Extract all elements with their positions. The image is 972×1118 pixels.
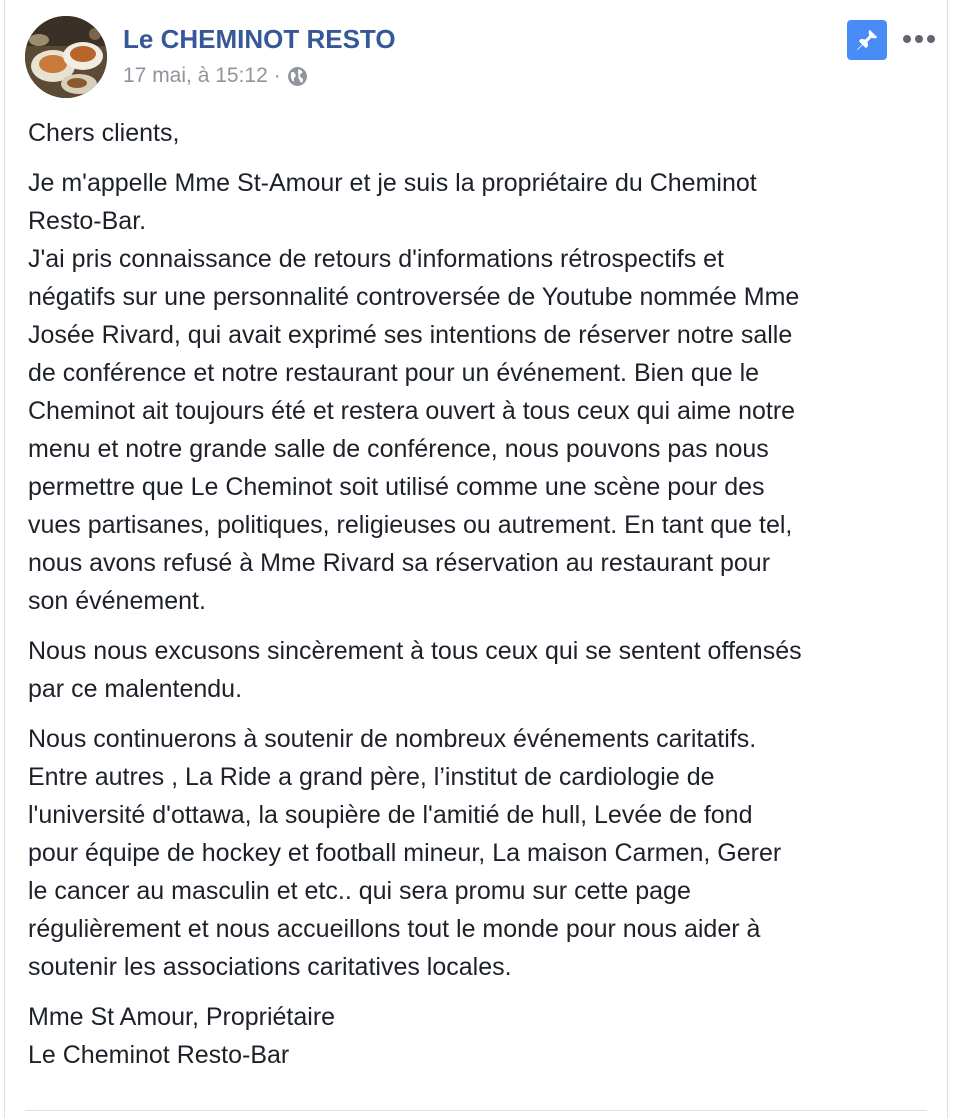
pin-button[interactable] (847, 20, 887, 60)
text-line: de conférence et notre restaurant pour un événement. Bien que le (28, 359, 760, 387)
post-meta (123, 64, 308, 88)
signature-line: Le Cheminot Resto-Bar (28, 1041, 290, 1069)
text-line: pour équipe de hockey et football mineur, La maison Carmen, Gerer (28, 839, 782, 867)
text-line: permettre que Le Cheminot soit utilisé comme une scène pour des (28, 473, 765, 501)
post-header (25, 16, 927, 100)
signature (28, 998, 933, 1074)
text-line: Nous nous excusons sincèrement à tous ceux qui se sentent offensés (28, 637, 802, 665)
post-timestamp[interactable]: 17 mai, à 15:12 (123, 64, 268, 87)
text-line: son événement. (28, 587, 206, 615)
more-options-button[interactable] (901, 28, 937, 50)
text-line: menu et notre grande salle de conférence, nous pouvons pas nous (28, 435, 769, 463)
signature-line: Mme St Amour, Propriétaire (28, 1003, 336, 1031)
greeting-paragraph (28, 114, 933, 152)
text-line: Josée Rivard, qui avait exprimé ses intentions de réserver notre salle (28, 321, 793, 349)
text-line: Resto-Bar. (28, 207, 147, 235)
text-line: le cancer au masculin et etc.. qui sera promu sur cette page (28, 877, 691, 905)
post-card (4, 0, 948, 1118)
text-line: nous avons refusé à Mme Rivard sa réservation au restaurant pour (28, 549, 771, 577)
meta-separator: · (273, 64, 281, 87)
text-line: Chers clients, (28, 119, 180, 147)
text-line: vues partisanes, politiques, religieuses ou autrement. En tant que tel, (28, 511, 793, 539)
divider (25, 1110, 927, 1111)
text-line: J'ai pris connaissance de retours d'informations rétrospectifs et (28, 245, 724, 273)
text-line: négatifs sur une personnalité controversée de Youtube nommée Mme (28, 283, 800, 311)
text-line: par ce malentendu. (28, 675, 243, 703)
text-line: Nous continuerons à soutenir de nombreux événements caritatifs. (28, 725, 757, 753)
paragraph-3 (28, 720, 933, 986)
text-line: Entre autres , La Ride a grand père, l’institut de cardiologie de (28, 763, 715, 791)
pin-icon (854, 27, 880, 53)
avatar-food-image (25, 16, 107, 98)
more-options-icon (902, 34, 936, 44)
post-text (28, 114, 933, 1086)
paragraph-2 (28, 632, 933, 708)
page-avatar[interactable] (25, 16, 107, 98)
page-name[interactable]: Le CHEMINOT RESTO (123, 24, 396, 54)
text-line: régulièrement et nous accueillons tout le monde pour nous aider à (28, 915, 761, 943)
paragraph-1 (28, 164, 933, 620)
text-line: Cheminot ait toujours été et restera ouvert à tous ceux qui aime notre (28, 397, 796, 425)
globe-icon[interactable] (287, 66, 308, 87)
text-line: soutenir les associations caritatives locales. (28, 953, 512, 981)
text-line: Je m'appelle Mme St-Amour et je suis la propriétaire du Cheminot (28, 169, 757, 197)
text-line: l'université d'ottawa, la soupière de l'amitié de hull, Levée de fond (28, 801, 753, 829)
